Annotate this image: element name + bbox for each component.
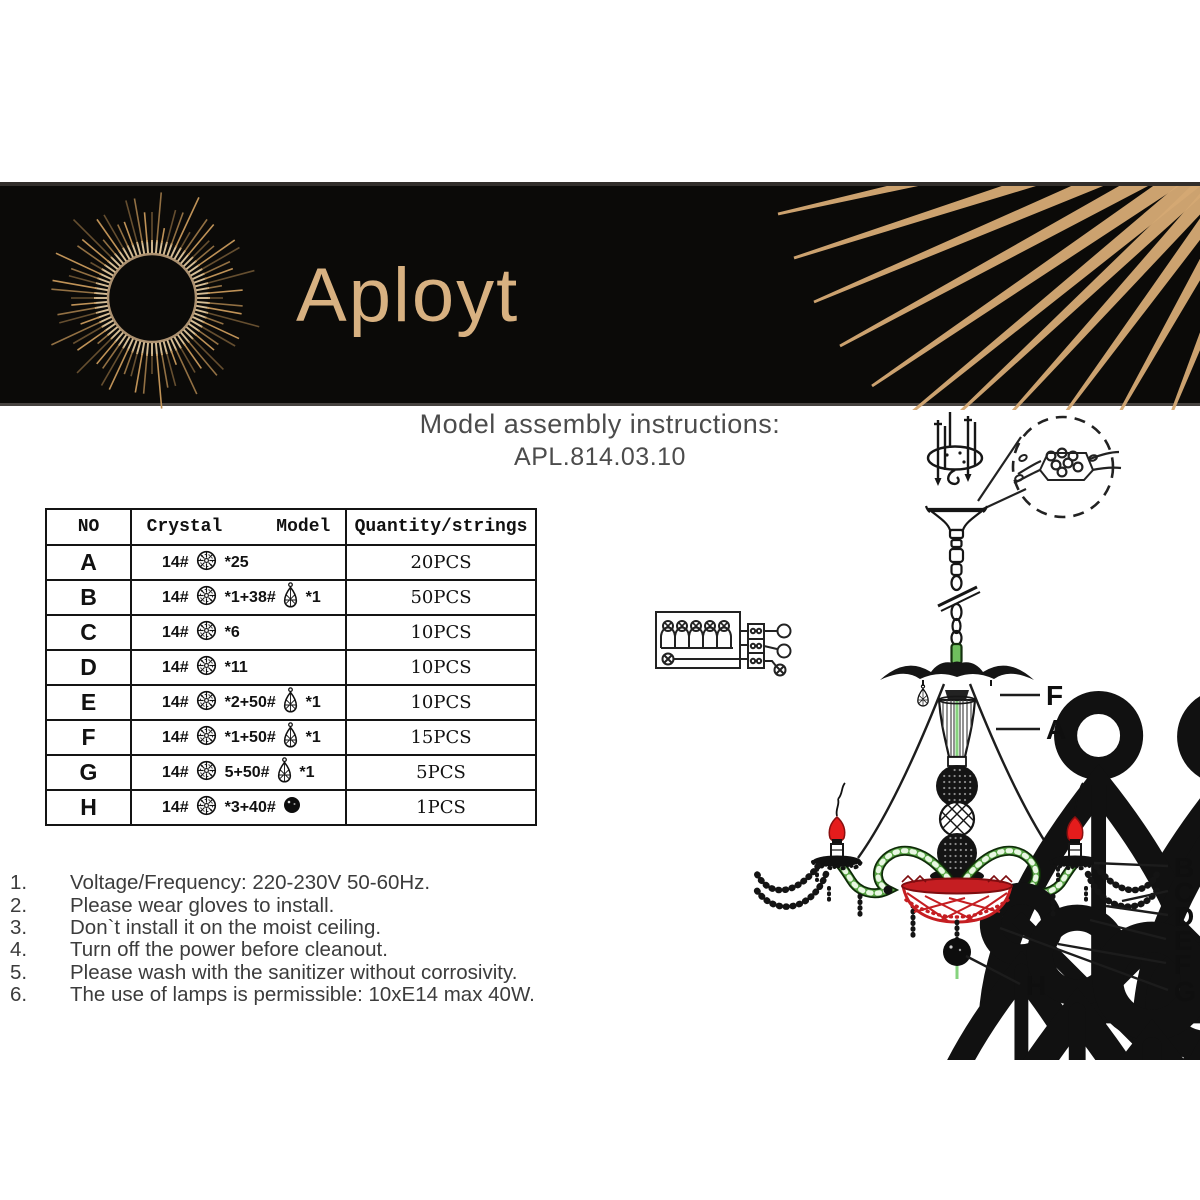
banner-art [0,186,1200,410]
part-letter: H [46,790,131,825]
octagon-crystal-icon [196,550,217,576]
octagon-crystal-icon [196,655,217,681]
label-a: A [1046,714,1067,745]
quantity-cell: 10PCS [346,615,536,650]
label-e: E [1174,925,1193,956]
brand-banner [0,182,1200,406]
table-row [46,545,536,580]
octagon-crystal-icon [196,725,217,751]
instruction-item [10,984,535,1006]
table-row [46,790,536,825]
instruction-number: 4. [10,938,28,962]
instruction-text: Please wash with the sanitizer without corrosivity. [70,960,518,984]
teardrop-crystal-icon [283,582,298,614]
crystal-model-cell: 14# 5+50# *1 [131,755,346,790]
quantity-cell: 10PCS [346,650,536,685]
part-letter: C [46,615,131,650]
label-c: C [1174,877,1195,908]
wiring-diagram [656,612,791,676]
ball-crystal-icon [283,796,301,819]
model-number: APL.814.03.10 [514,443,686,471]
crystal-model-cell: 14# *11 [131,650,346,685]
instruction-item [10,894,535,916]
instruction-number: 1. [10,871,28,895]
brand-wordmark: Aployt [296,253,520,338]
left-candle [813,783,861,868]
label-f-top: F [1046,680,1064,711]
octagon-crystal-icon [196,585,217,611]
parts-table [45,508,537,826]
instruction-number: 2. [10,893,28,917]
instruction-item [10,917,535,939]
table-row [46,720,536,755]
instruction-item [10,872,535,894]
col-header-model: Crystal Model [131,509,346,545]
part-letter: G [46,755,131,790]
table-row [46,580,536,615]
starburst-logo-icon [51,192,259,408]
instruction-item [10,939,535,961]
instruction-text: Voltage/Frequency: 220-230V 50-60Hz. [70,871,431,895]
table-row [46,650,536,685]
part-letter: A [46,545,131,580]
table-row [46,615,536,650]
quantity-cell: 5PCS [346,755,536,790]
octagon-crystal-icon [196,620,217,646]
table-row [46,685,536,720]
crown-drop-left [918,685,928,707]
label-b: B [1174,852,1195,883]
crystal-model-cell: 14# *1+50# *1 [131,720,346,755]
gold-rays-decoration [778,186,1200,410]
crystal-model-cell: 14# *3+40# [131,790,346,825]
crystal-model-cell: 14# *2+50# *1 [131,685,346,720]
instruction-text: Please wear gloves to install. [70,893,335,917]
label-g: G [1174,976,1196,1007]
label-d: D [1174,901,1195,932]
instruction-item [10,962,535,984]
quantity-cell: 15PCS [346,720,536,755]
quantity-cell: 20PCS [346,545,536,580]
page-title: Model assembly instructions: [419,409,781,439]
label-h: H [1026,970,1047,1001]
ceiling-mount [928,412,982,486]
part-letter: D [46,650,131,685]
label-f-bottom: F [1174,949,1192,980]
canopy [926,506,987,547]
crystal-model-cell: 14# *1+38# *1 [131,580,346,615]
teardrop-crystal-icon [277,757,292,789]
instruction-text: The use of lamps is permissible: 10xE14 max 40W. [70,983,535,1007]
part-letter: B [46,580,131,615]
chandelier-diagram [600,400,1200,1060]
teardrop-crystal-icon [283,722,298,754]
part-letter: F [46,720,131,755]
junction-detail [978,417,1121,517]
octagon-crystal-icon [196,795,217,821]
bottom-ball [943,922,971,966]
octagon-crystal-icon [196,690,217,716]
instruction-text: Don`t install it on the moist ceiling. [70,915,382,939]
col-header-qty: Quantity/strings [346,509,536,545]
octagon-crystal-icon [196,760,217,786]
part-letter: E [46,685,131,720]
hanging-chain [938,549,980,664]
col-header-no: NO [46,509,131,545]
instruction-number: 3. [10,915,28,939]
instruction-number: 6. [10,983,28,1007]
crystal-model-cell: 14# *6 [131,615,346,650]
quantity-cell: 50PCS [346,580,536,615]
instructions-list [10,872,535,1006]
instruction-number: 5. [10,960,28,984]
teardrop-crystal-icon [283,687,298,719]
quantity-cell: 10PCS [346,685,536,720]
crystal-model-cell: 14# *25 [131,545,346,580]
table-header-row [46,509,536,545]
left-bulb [829,817,844,842]
quantity-cell: 1PCS [346,790,536,825]
instruction-text: Turn off the power before cleanout. [70,938,388,962]
table-row [46,755,536,790]
